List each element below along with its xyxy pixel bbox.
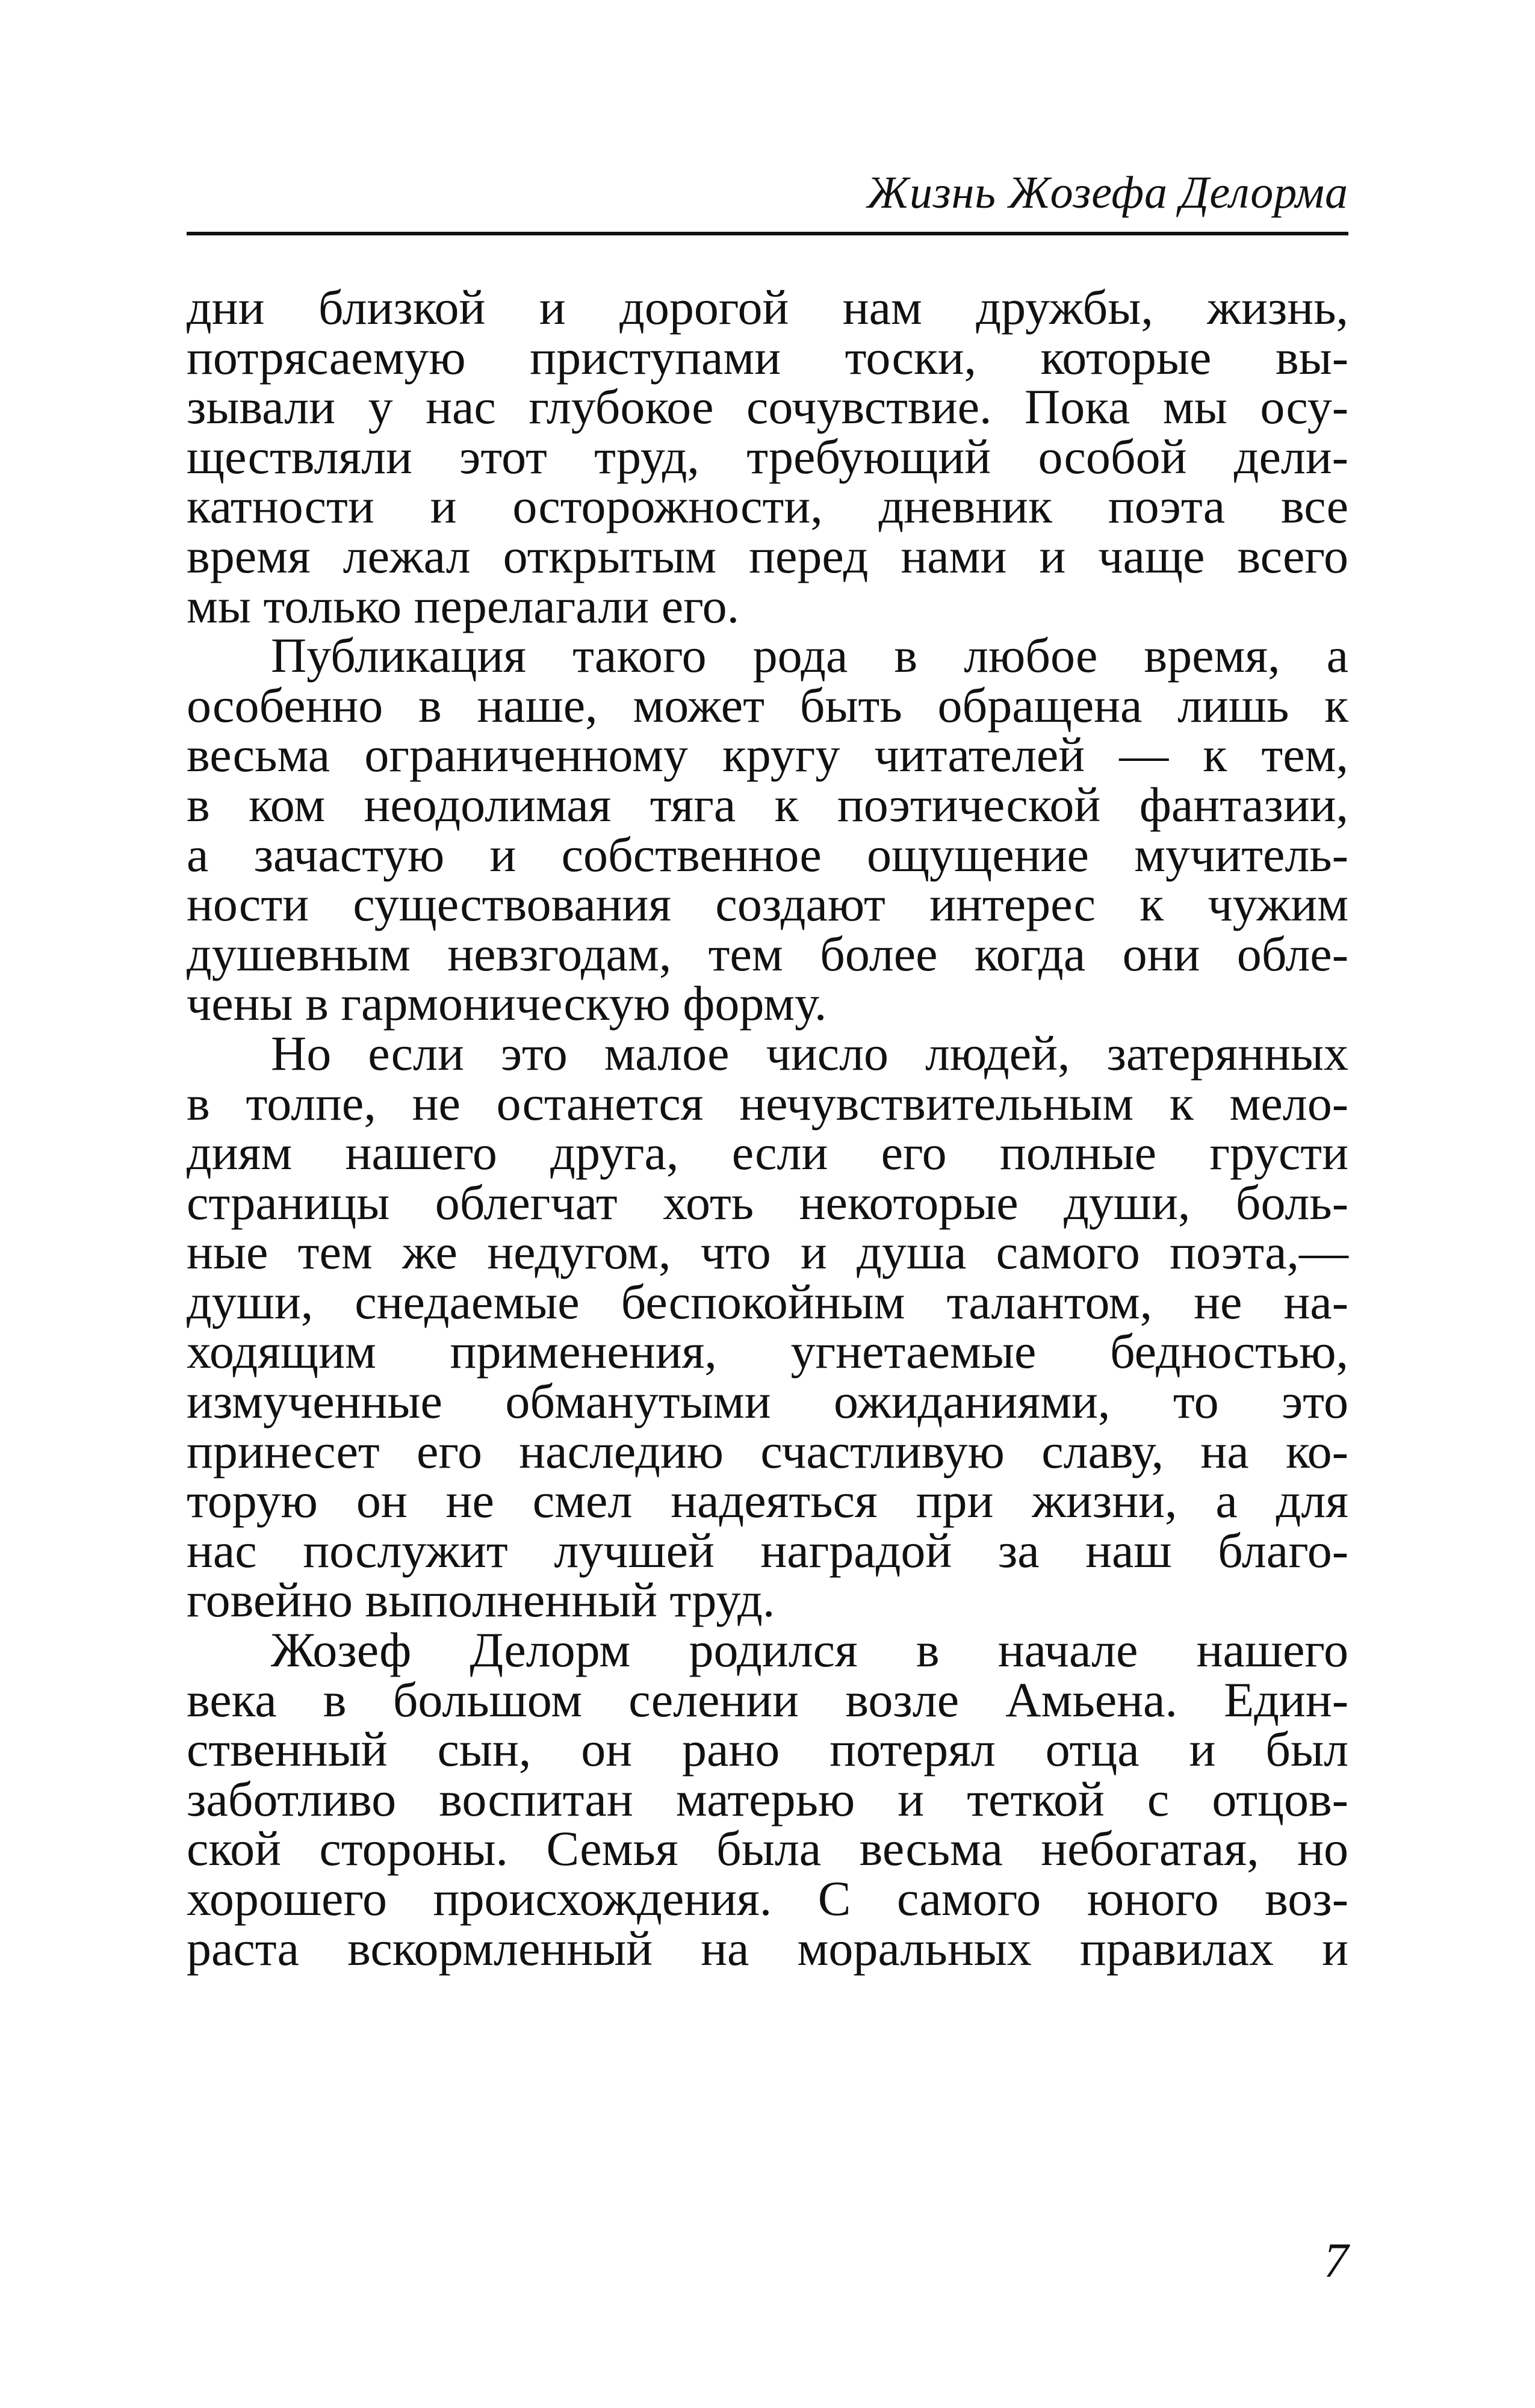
paragraph-2 [187,628,1348,1031]
text-line: мы только перелагали его. [187,578,740,633]
text-line: диям нашего друга, если его полные грусти [187,1125,1348,1181]
text-line: в ком неодолимая тяга к поэтической фантазии, [187,777,1348,832]
header-rule [187,232,1348,235]
text-line: зывали у нас глубокое сочувствие. Пока мы осу- [187,379,1348,435]
text-line: дни близкой и дорогой нам дружбы, жизнь, [187,280,1348,335]
text-line: ности существования создают интерес к чужим [187,877,1348,932]
text-line: время лежал открытым перед нами и чаще всего [187,528,1348,583]
text-line: принесет его наследию счастливую славу, на ко- [187,1423,1348,1479]
text-line: раста вскормленный на моральных правилах и [187,1920,1348,1976]
text-line: потрясаемую приступами тоски, которые вы- [187,329,1348,385]
text-line: ственный сын, он рано потерял отца и был [187,1722,1348,1777]
text-line: страницы облегчат хоть некоторые души, боль- [187,1175,1348,1230]
text-line: а зачастую и собственное ощущение мучитель- [187,827,1348,882]
text-line: ходящим применения, угнетаемые бедностью, [187,1324,1348,1379]
text-line: ской стороны. Семья была весьма небогатая, но [187,1821,1348,1876]
body-text [187,280,1348,1976]
text-line: чены в гармоническую форму. [187,976,827,1031]
text-line: века в большом селении возле Амьена. Един- [187,1672,1348,1727]
paragraph-1 [187,280,1348,633]
text-line: Публикация такого рода в любое время, а [271,628,1348,683]
text-line: Но если это малое число людей, затерянных [271,1025,1348,1081]
text-line: души, снедаемые беспокойным талантом, не на- [187,1274,1348,1329]
text-line: нас послужит лучшей наградой за наш благо- [187,1522,1348,1578]
text-line: ные тем же недугом, что и душа самого поэта,— [187,1224,1348,1280]
text-line: особенно в наше, может быть обращена лишь к [187,677,1348,733]
running-head: Жизнь Жозефа Делорма [867,167,1348,218]
text-line: заботливо воспитан матерью и теткой с отцов- [187,1771,1348,1826]
page-number: 7 [1324,2233,1348,2288]
text-line: хорошего происхождения. С самого юного воз- [187,1871,1348,1926]
text-line: в толпе, не останется нечувствительным к мело- [187,1075,1348,1131]
text-line: весьма ограниченному кругу читателей — к тем, [187,727,1348,783]
text-line: катности и осторожности, дневник поэта все [187,479,1348,534]
text-line: Жозеф Делорм родился в начале нашего [271,1622,1348,1678]
text-line: душевным невзгодам, тем более когда они обле- [187,926,1348,981]
text-line: измученные обманутыми ожиданиями, то это [187,1374,1348,1429]
text-line: торую он не смел надеяться при жизни, а для [187,1473,1348,1528]
text-line: говейно выполненный труд. [187,1572,775,1628]
paragraph-3 [187,1025,1348,1628]
paragraph-4 [187,1622,1348,1976]
text-line: ществляли этот труд, требующий особой дели- [187,429,1348,484]
